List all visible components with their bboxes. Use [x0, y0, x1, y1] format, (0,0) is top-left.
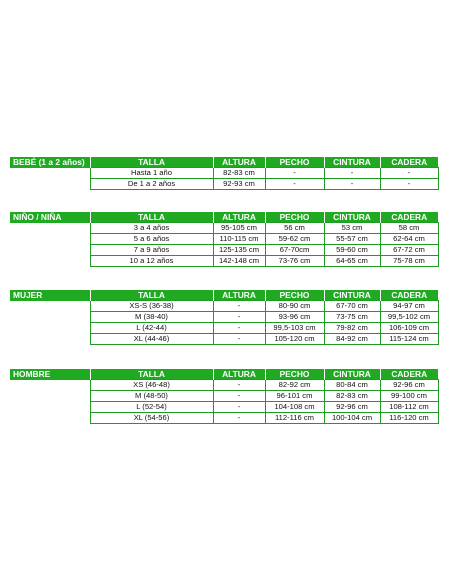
- cell-pecho: 105-120 cm: [265, 334, 324, 345]
- cell-altura: -: [213, 380, 265, 391]
- cell-talla: XS (46-48): [90, 380, 213, 391]
- cell-altura: -: [213, 413, 265, 424]
- cell-talla: XL (54-56): [90, 413, 213, 424]
- table-row: [10, 223, 438, 234]
- cell-pecho: 73-76 cm: [265, 256, 324, 267]
- cell-talla: 3 a 4 años: [90, 223, 213, 234]
- blank-cell: [10, 245, 90, 256]
- cell-cadera: -: [380, 179, 438, 190]
- cell-altura: -: [213, 323, 265, 334]
- column-header-pecho: PECHO: [265, 369, 324, 380]
- table-row: [10, 402, 438, 413]
- size-table-hombre: [10, 369, 439, 424]
- cell-cintura: -: [324, 168, 380, 179]
- cell-cadera: 115-124 cm: [380, 334, 438, 345]
- blank-cell: [10, 179, 90, 190]
- cell-cadera: 92-96 cm: [380, 380, 438, 391]
- cell-cintura: -: [324, 179, 380, 190]
- cell-cadera: 67-72 cm: [380, 245, 438, 256]
- cell-cintura: 82-83 cm: [324, 391, 380, 402]
- cell-talla: XL (44-46): [90, 334, 213, 345]
- table-row: [10, 323, 438, 334]
- cell-pecho: 56 cm: [265, 223, 324, 234]
- size-table-bebe: [10, 157, 439, 190]
- blank-cell: [10, 234, 90, 245]
- table-row: [10, 312, 438, 323]
- table-row: [10, 168, 438, 179]
- cell-cintura: 64-65 cm: [324, 256, 380, 267]
- blank-cell: [10, 312, 90, 323]
- cell-pecho: 93-96 cm: [265, 312, 324, 323]
- blank-cell: [10, 391, 90, 402]
- cell-talla: M (48-50): [90, 391, 213, 402]
- table-row: [10, 234, 438, 245]
- table-row: [10, 179, 438, 190]
- cell-cintura: 80-84 cm: [324, 380, 380, 391]
- cell-cadera: 108-112 cm: [380, 402, 438, 413]
- table-row: [10, 380, 438, 391]
- cell-cintura: 59-60 cm: [324, 245, 380, 256]
- column-header-pecho: PECHO: [265, 290, 324, 301]
- cell-cintura: 53 cm: [324, 223, 380, 234]
- cell-cintura: 55-57 cm: [324, 234, 380, 245]
- cell-pecho: 82-92 cm: [265, 380, 324, 391]
- cell-cadera: 99,5-102 cm: [380, 312, 438, 323]
- cell-altura: -: [213, 312, 265, 323]
- table-header-row: [10, 290, 438, 301]
- cell-cintura: 84-92 cm: [324, 334, 380, 345]
- cell-altura: 142-148 cm: [213, 256, 265, 267]
- column-header-cadera: CADERA: [380, 212, 438, 223]
- cell-pecho: 67-70cm: [265, 245, 324, 256]
- cell-cadera: 75-78 cm: [380, 256, 438, 267]
- table-row: [10, 245, 438, 256]
- cell-pecho: -: [265, 168, 324, 179]
- blank-cell: [10, 334, 90, 345]
- cell-talla: Hasta 1 año: [90, 168, 213, 179]
- column-header-pecho: PECHO: [265, 157, 324, 168]
- cell-cintura: 100-104 cm: [324, 413, 380, 424]
- table-row: [10, 256, 438, 267]
- cell-cintura: 79-82 cm: [324, 323, 380, 334]
- cell-pecho: 59-62 cm: [265, 234, 324, 245]
- column-header-cadera: CADERA: [380, 290, 438, 301]
- group-label: HOMBRE: [10, 369, 90, 380]
- cell-altura: -: [213, 402, 265, 413]
- blank-cell: [10, 402, 90, 413]
- blank-cell: [10, 323, 90, 334]
- column-header-altura: ALTURA: [213, 212, 265, 223]
- column-header-altura: ALTURA: [213, 290, 265, 301]
- cell-cadera: 106-109 cm: [380, 323, 438, 334]
- cell-altura: 82-83 cm: [213, 168, 265, 179]
- cell-pecho: 112-116 cm: [265, 413, 324, 424]
- cell-talla: 7 a 9 años: [90, 245, 213, 256]
- cell-cadera: -: [380, 168, 438, 179]
- group-label: BEBÉ (1 a 2 años): [10, 157, 90, 168]
- cell-cintura: 73-75 cm: [324, 312, 380, 323]
- column-header-pecho: PECHO: [265, 212, 324, 223]
- group-label: NIÑO / NIÑA: [10, 212, 90, 223]
- table-row: [10, 391, 438, 402]
- cell-altura: -: [213, 334, 265, 345]
- cell-cadera: 116-120 cm: [380, 413, 438, 424]
- cell-talla: L (52-54): [90, 402, 213, 413]
- table-header-row: [10, 369, 438, 380]
- cell-cintura: 92-96 cm: [324, 402, 380, 413]
- cell-cadera: 94-97 cm: [380, 301, 438, 312]
- column-header-cadera: CADERA: [380, 157, 438, 168]
- cell-talla: L (42-44): [90, 323, 213, 334]
- cell-cintura: 67-70 cm: [324, 301, 380, 312]
- column-header-talla: TALLA: [90, 212, 213, 223]
- size-table-nino-nina: [10, 212, 439, 267]
- cell-talla: 10 a 12 años: [90, 256, 213, 267]
- table-row: [10, 301, 438, 312]
- column-header-altura: ALTURA: [213, 369, 265, 380]
- cell-talla: De 1 a 2 años: [90, 179, 213, 190]
- table-row: [10, 334, 438, 345]
- column-header-cintura: CINTURA: [324, 369, 380, 380]
- cell-altura: -: [213, 391, 265, 402]
- column-header-cintura: CINTURA: [324, 290, 380, 301]
- cell-cadera: 99-100 cm: [380, 391, 438, 402]
- column-header-talla: TALLA: [90, 157, 213, 168]
- blank-cell: [10, 256, 90, 267]
- cell-talla: XS-S (36-38): [90, 301, 213, 312]
- cell-altura: 95-105 cm: [213, 223, 265, 234]
- cell-altura: 125-135 cm: [213, 245, 265, 256]
- column-header-talla: TALLA: [90, 369, 213, 380]
- blank-cell: [10, 223, 90, 234]
- table-header-row: [10, 212, 438, 223]
- cell-altura: 92-93 cm: [213, 179, 265, 190]
- cell-talla: 5 a 6 años: [90, 234, 213, 245]
- blank-cell: [10, 168, 90, 179]
- blank-cell: [10, 380, 90, 391]
- cell-altura: 110-115 cm: [213, 234, 265, 245]
- column-header-cadera: CADERA: [380, 369, 438, 380]
- column-header-talla: TALLA: [90, 290, 213, 301]
- cell-cadera: 58 cm: [380, 223, 438, 234]
- cell-pecho: -: [265, 179, 324, 190]
- group-label: MUJER: [10, 290, 90, 301]
- column-header-cintura: CINTURA: [324, 212, 380, 223]
- column-header-cintura: CINTURA: [324, 157, 380, 168]
- cell-altura: -: [213, 301, 265, 312]
- column-header-altura: ALTURA: [213, 157, 265, 168]
- size-table-mujer: [10, 290, 439, 345]
- cell-pecho: 104-108 cm: [265, 402, 324, 413]
- cell-cadera: 62-64 cm: [380, 234, 438, 245]
- cell-pecho: 96-101 cm: [265, 391, 324, 402]
- cell-pecho: 80-90 cm: [265, 301, 324, 312]
- table-header-row: [10, 157, 438, 168]
- cell-talla: M (38-40): [90, 312, 213, 323]
- table-row: [10, 413, 438, 424]
- blank-cell: [10, 413, 90, 424]
- blank-cell: [10, 301, 90, 312]
- cell-pecho: 99,5-103 cm: [265, 323, 324, 334]
